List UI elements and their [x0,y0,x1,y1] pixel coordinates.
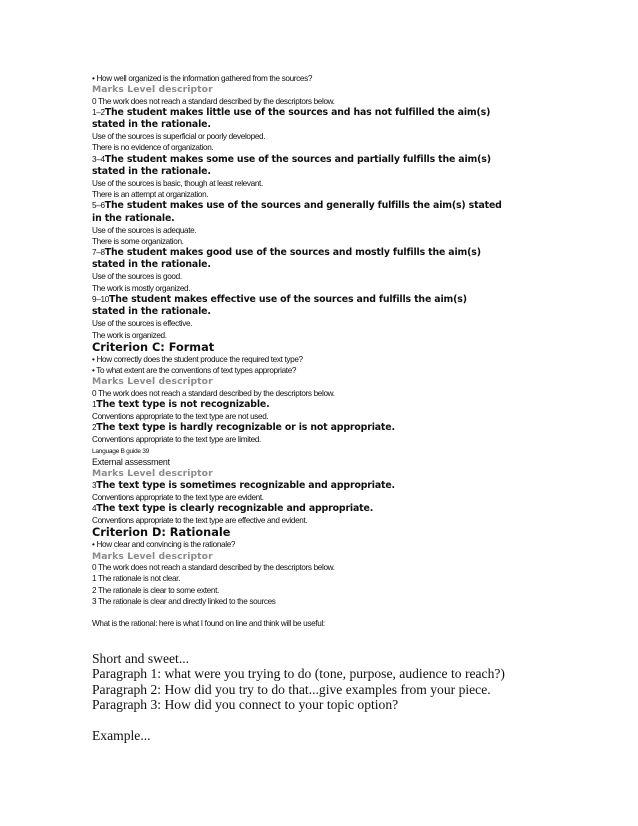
criterion-d-heading: Criterion D: Rationale [92,526,231,540]
level-detail: Conventions appropriate to the text type are effective and evident. [92,516,308,526]
level-zero-descriptor: 0 The work does not reach a standard described by the descriptors below. [92,96,335,106]
level-detail: There is an attempt at organization. [92,190,209,200]
level-statement: 4The text type is clearly recognizable and appropriate. [92,503,374,515]
level-statement: 1–2The student makes little use of the sources and has not fulfilled the aim(s) stated in the rationale. [92,106,491,130]
level-zero-descriptor: 0 The work does not reach a standard described by the descriptors below. [92,563,335,573]
level-block [92,200,502,247]
level-detail: Use of the sources is superficial or poorly developed. [92,132,266,142]
level-statement: 5–6The student makes use of the sources and generally fulfills the aim(s) stated in the rationale. [92,200,502,224]
level-statement: 3–4The student makes some use of the sources and partially fulfills the aim(s) stated in the rationale. [92,153,491,177]
level-statement: 2The text type is hardly recognizable or is not appropriate. [92,422,395,434]
rationale-note: What is the rational: here is what I found on line and think will be useful: [92,619,325,629]
criterion-c-question: • How correctly does the student produce the required text type? [92,354,303,364]
level-statement: 9–10The student makes effective use of the sources and fulfills the aim(s) stated in the rationale. [92,294,467,318]
level-detail: 2 The rationale is clear to some extent. [92,585,219,595]
document-page [92,73,505,743]
criterion-c-question: • To what extent are the conventions of text types appropriate? [92,366,297,376]
level-detail: Conventions appropriate to the text type are limited. [92,435,261,445]
level-block [92,247,502,294]
level-detail: Use of the sources is basic, though at least relevant. [92,178,263,188]
criterion-d-question: • How clear and convincing is the rationale? [92,540,236,550]
level-detail: Conventions appropriate to the text type are not used. [92,412,269,422]
level-detail: Use of the sources is good. [92,272,182,282]
level-block [92,154,502,201]
external-assessment-label: External assessment [92,457,170,468]
criterion-b-question: • How well organized is the information gathered from the sources? [92,74,313,83]
criterion-c-heading: Criterion C: Format [92,340,215,354]
tips-paragraph-3: Paragraph 3: How did you connect to your topic option? [92,697,399,713]
level-detail: 1 The rationale is not clear. [92,574,181,584]
level-statement: 7–8The student makes good use of the sources and mostly fulfills the aim(s) stated in the rationale. [92,247,481,271]
marks-level-header: Marks Level descriptor [92,84,213,96]
marks-level-header: Marks Level descriptor [92,376,213,388]
tips-intro: Short and sweet... [92,650,190,666]
level-detail: Use of the sources is effective. [92,319,193,329]
level-statement: 1The text type is not recognizable. [92,398,270,410]
level-detail: The work is mostly organized. [92,283,191,293]
level-statement: 3The text type is sometimes recognizable and appropriate. [92,479,395,491]
level-zero-descriptor: 0 The work does not reach a standard described by the descriptors below. [92,388,335,398]
tips-example: Example... [92,727,151,743]
level-block [92,294,502,341]
tips-paragraph-1: Paragraph 1: what were you trying to do (tone, purpose, audience to reach?) [92,666,505,682]
level-block [92,107,502,154]
guide-page-footer: Language B guide 39 [92,447,149,455]
marks-level-header: Marks Level descriptor [92,550,213,562]
marks-level-header: Marks Level descriptor [92,468,213,480]
level-detail: 3 The rationale is clear and directly linked to the sources [92,596,276,606]
level-detail: There is some organization. [92,236,184,246]
tips-paragraph-2: Paragraph 2: How did you try to do that...give examples from your piece. [92,681,491,697]
level-detail: Use of the sources is adequate. [92,225,197,235]
level-detail: The work is organized. [92,330,167,340]
level-detail: There is no evidence of organization. [92,143,214,153]
level-detail: Conventions appropriate to the text type are evident. [92,492,264,502]
